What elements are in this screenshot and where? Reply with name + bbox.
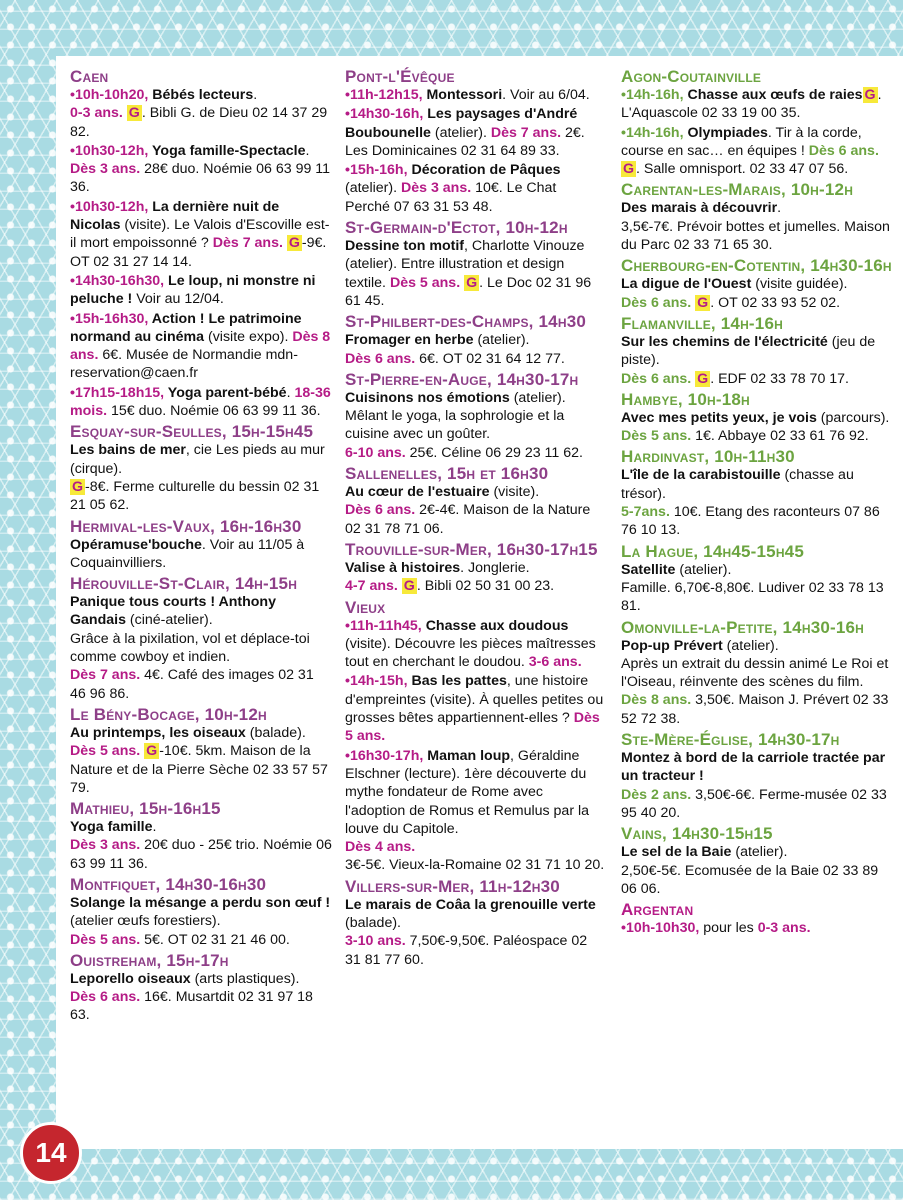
event-entry [345,105,605,160]
event-title: Maman loup [427,747,511,764]
event-text: pour les [703,920,758,937]
agenda-section [621,900,893,937]
event-entry [70,894,332,949]
event-text: (atelier). [430,124,491,141]
free-badge: G [466,274,478,291]
agenda-section [621,730,893,822]
time-or-age-label: Dès 6 ans. [345,350,420,367]
agenda-section [621,390,893,446]
time-or-age-label: Dès 5 ans. [389,274,465,291]
event-text: (ciné-atelier). [125,612,213,629]
free-badge: G [864,87,876,103]
event-text: 3€-5€. Vieux-la-Romaine 02 31 71 10 20. [345,857,605,874]
event-text: 5€. OT 02 31 21 46 00. [144,931,290,948]
event-text: . Salle omnisport. 02 33 47 07 56. [636,161,849,178]
agenda-section [621,824,893,898]
time-or-age-label: 0-3 ans. [70,105,127,122]
event-text: . Voir au 6/04. [502,87,590,103]
agenda-section [345,312,605,368]
event-entry [621,919,893,937]
event-entry [70,142,332,197]
location-heading: Vains, 14h30-15h15 [621,824,773,844]
event-text: 2€. Les Dominicaines 02 31 64 89 33. [345,124,585,159]
agenda-column-3 [621,65,893,938]
event-title: Solange la mésange a perdu son œuf ! [70,894,331,911]
event-entry [345,389,605,462]
event-entry [70,86,332,141]
event-text: 4€. Café des images 02 31 46 96 86. [70,667,314,702]
event-entry [70,970,332,1025]
agenda-content [56,56,903,1149]
agenda-section [345,598,605,875]
event-entry [345,896,605,969]
time-or-age-label: Dès 3 ans. [70,161,145,178]
event-text: (chasse au trésor). [621,467,854,502]
time-or-age-label: 0-3 ans. [757,920,811,937]
free-badge: G [623,161,635,178]
location-heading: Carentan-les-Marais, 10h-12h [621,180,854,200]
event-text: (visite expo). [204,328,293,345]
time-or-age-label: •15h-16h30, [70,310,152,327]
event-entry [621,637,893,728]
event-entry [70,536,332,573]
event-title: Action ! Le patrimoine normand au cinéma [70,310,302,345]
agenda-section [621,180,893,254]
agenda-section [621,67,893,178]
location-heading: St-Germain-d'Ectot, 10h-12h [345,218,568,238]
location-heading: Hérouville-St-Clair, 14h-15h [70,574,298,594]
event-entry [70,272,332,309]
event-text: . Bibli 02 50 31 00 23. [416,578,555,595]
event-entry [345,672,605,745]
event-title: Sur les chemins de l'électricité [621,333,828,350]
agenda-section [345,464,605,538]
event-text: (atelier). [675,561,732,578]
time-or-age-label: •17h15-18h15, [70,384,168,401]
event-text: Grâce à la pixilation, vol et déplace-toi comme cowboy et indien. [70,630,310,666]
agenda-section [70,951,332,1025]
event-text: 16€. Musartdit 02 31 97 18 63. [70,989,313,1024]
event-text: . EDF 02 33 78 70 17. [710,370,850,387]
event-text: . L'Aquascole 02 33 19 00 35. [621,87,882,122]
event-title: Fromager en herbe [345,332,474,349]
event-title: Opéramuse'bouche [70,536,202,553]
event-entry [621,843,893,898]
agenda-column-2 [345,65,605,970]
event-title: Avec mes petits yeux, je vois [621,409,817,426]
time-or-age-label: •14h-16h, [621,124,688,141]
agenda-section [70,574,332,703]
time-or-age-label: •10h30-12h, [70,198,153,215]
event-title: L'île de la carabistouille [621,467,781,484]
location-heading: Caen [70,67,109,86]
agenda-section [70,67,332,420]
event-text: Après un extrait du dessin animé Le Roi et l'Oiseau, réinvente des scènes du film. [621,655,889,691]
time-or-age-label: Dès 3 ans. [400,180,476,197]
event-text: (atelier). [345,180,401,197]
event-entry [70,818,332,873]
time-or-age-label: 3-6 ans. [528,654,582,671]
time-or-age-label: Dès 8 ans. [621,692,696,709]
event-text: (visite). [489,484,540,501]
time-or-age-label: Dès 8 ans. [70,328,331,364]
event-title: Des marais à découvrir [621,200,778,217]
event-text: 3,50€. Maison J. Prévert 02 33 52 72 38. [621,692,889,727]
event-text: (atelier œufs forestiers). [70,913,221,930]
event-text: . [152,819,157,836]
free-badge: G [697,370,709,387]
event-entry [345,747,605,875]
agenda-section [345,218,605,310]
event-entry [621,409,893,446]
event-text: . Voir au 11/05 à Coquainvilliers. [70,536,305,571]
agenda-section [70,705,332,797]
event-text: , une histoire d'empreintes (visite). À quelles petites ou grosses bêtes appartiennent-elles ? [345,673,604,727]
page-number-badge: 14 [20,1122,82,1184]
event-entry [345,331,605,368]
location-heading: Sallenelles, 15h et 16h30 [345,464,549,484]
time-or-age-label: Dès 6 ans. [621,294,696,311]
agenda-section [70,875,332,949]
location-heading: La Hague, 14h45-15h45 [621,541,804,561]
event-text: (atelier). [473,332,530,349]
location-heading: Trouville-sur-Mer, 16h30-17h15 [345,539,598,559]
event-text: 1€. Abbaye 02 33 61 76 92. [695,428,869,445]
event-text: (parcours). [816,409,890,426]
event-title: Valise à histoires [345,559,461,576]
time-or-age-label: •11h-12h15, [345,87,427,103]
location-heading: Esquay-sur-Seulles, 15h-15h45 [70,422,314,442]
event-text: . Jonglerie. [460,559,530,576]
event-text: -9€. OT 02 31 27 14 14. [70,235,327,270]
event-title: La digue de l'Ouest [621,276,752,293]
event-text: (visite guidée). [751,276,848,293]
time-or-age-label: •14h30-16h, [345,106,428,123]
time-or-age-label: 4-7 ans. [345,578,402,595]
time-or-age-label: •14h-15h, [345,673,412,690]
time-or-age-label: Dès 6 ans. [70,989,145,1006]
event-title: Yoga famille [70,819,153,836]
free-badge: G [72,478,84,495]
location-heading: Pont-l'Évêque [345,67,455,86]
free-badge: G [697,294,709,311]
location-heading: Montfiquet, 14h30-16h30 [70,874,267,894]
event-title: La dernière nuit de Nicolas [70,198,280,234]
event-title: Décoration de Pâques [411,162,561,179]
event-text: 6€. Musée de Normandie mdn-reservation@caen.fr [70,347,298,382]
event-title: Pop-up Prévert [621,637,723,654]
time-or-age-label: 5-7ans. [621,504,674,521]
event-title: Le loup, ni monstre ni peluche ! [70,272,316,308]
location-heading: Cherbourg-en-Cotentin, 14h30-16h [621,256,892,276]
event-text: (arts plastiques). [190,970,300,987]
agenda-section [621,447,893,539]
event-entry [345,237,605,310]
event-title: Yoga famille-Spectacle [152,142,306,159]
time-or-age-label: 3-10 ans. [345,933,410,950]
event-title: Montez à bord de la carriole tractée par un tracteur ! [621,750,886,785]
event-entry [70,593,332,703]
time-or-age-label: •10h30-12h, [70,142,152,159]
event-text: . [777,200,782,217]
agenda-section [621,314,893,388]
event-text: 2,50€-5€. Ecomusée de la Baie 02 33 89 06 06. [621,862,879,897]
time-or-age-label: Dès 6 ans. [345,502,420,519]
event-entry [70,384,332,421]
location-heading: Omonville-la-Petite, 14h30-16h [621,617,865,637]
location-heading: Flamanville, 14h-16h [621,313,783,333]
agenda-section [345,540,605,596]
event-text: . [305,142,310,159]
event-title: Le marais de Coâa la grenouille verte [345,896,596,913]
event-text: (balade). [345,914,401,931]
agenda-section [70,517,332,573]
time-or-age-label: Dès 5 ans. [621,428,696,445]
time-or-age-label: Dès 7 ans. [490,124,565,141]
event-title: Cuisinons nos émotions [345,389,510,406]
time-or-age-label: Dès 6 ans. [808,142,879,159]
free-badge: G [128,105,140,122]
event-entry [345,86,605,104]
location-heading: Le Bény-Bocage, 10h-12h [70,704,267,724]
event-text: 3,5€-7€. Prévoir bottes et jumelles. Maison du Parc 02 33 71 65 30. [621,218,890,254]
location-heading: Agon-Coutainville [621,67,762,86]
event-title: Panique tous courts ! Anthony Gandais [70,594,276,629]
time-or-age-label: Dès 5 ans. [70,743,145,760]
time-or-age-label: Dès 4 ans. [345,839,416,856]
event-entry [621,199,893,254]
event-title: Dessine ton motif [345,238,465,255]
agenda-column-1 [70,65,332,1026]
time-or-age-label: Dès 2 ans. [621,786,696,803]
agenda-section [345,370,605,462]
event-text: Voir au 12/04. [132,291,224,308]
event-text: (atelier). Mêlant le yoga, la sophrologie et la cuisine avec un goûter. [345,389,566,443]
event-entry [621,561,893,616]
location-heading: Mathieu, 15h-16h15 [70,799,221,819]
event-text: 15€ duo. Noémie 06 63 99 11 36. [111,403,321,420]
event-title: Bas les pattes [411,673,507,690]
time-or-age-label: •10h-10h20, [70,87,153,103]
agenda-section [621,542,893,616]
event-entry [621,275,893,312]
time-or-age-label: Dès 5 ans. [345,710,600,745]
event-text: , cie Les pieds au mur (cirque). [70,442,325,477]
time-or-age-label: •10h-10h30, [621,920,704,937]
event-title: Les bains de mer [70,442,186,459]
event-title: Chasse aux œufs de raies [687,87,863,103]
event-text: (balade). [245,724,306,741]
agenda-section [345,877,605,969]
agenda-section [70,422,332,514]
event-title: Les paysages d'André Boubounelle [345,106,578,141]
time-or-age-label: 6-10 ans. [345,444,410,461]
event-text: -8€. Ferme culturelle du bessin 02 31 21 05 62. [70,478,320,514]
free-badge: G [403,578,415,595]
event-entry [345,161,605,216]
free-badge: G [288,235,300,252]
event-text: 2€-4€. Maison de la Nature 02 31 78 71 06. [345,502,591,537]
event-title: Satellite [621,561,676,578]
event-text: . OT 02 33 93 52 02. [710,294,841,311]
agenda-section [70,799,332,873]
time-or-age-label: Dès 7 ans. [70,667,145,684]
event-title: Chasse aux doudous [425,617,569,634]
event-title: Le sel de la Baie [621,844,732,861]
event-text: 7,50€-9,50€. Paléospace 02 31 81 77 60. [345,933,588,968]
location-heading: Hardinvast, 10h-11h30 [621,447,795,467]
event-text: . Le Doc 02 31 96 61 45. [345,274,592,309]
event-text: . Tir à la corde, course en sac… en équipes ! [621,124,862,159]
time-or-age-label: Dès 3 ans. [70,837,145,854]
event-text: . [286,384,295,401]
event-entry [345,617,605,672]
event-entry [621,333,893,388]
location-heading: Hermival-les-Vaux, 16h-16h30 [70,516,302,536]
location-heading: Ouistreham, 15h-17h [70,950,229,970]
event-entry [621,86,893,123]
event-text: (visite). Le Valois d'Escoville est-il mort empoissonné ? [70,217,330,252]
time-or-age-label: Dès 6 ans. [621,370,696,387]
event-text: -10€. 5km. Maison de la Nature et de la Pierre Sèche 02 33 57 57 79. [70,743,328,796]
time-or-age-label: •16h30-17h, [345,747,428,764]
event-text: , Charlotte Vinouze (atelier). Entre illustration et design textile. [345,238,585,291]
time-or-age-label: •11h-11h45, [345,617,426,634]
event-entry [70,441,332,514]
location-heading: St-Philbert-des-Champs, 14h30 [345,312,587,332]
event-entry [621,466,893,539]
time-or-age-label: Dès 7 ans. [212,235,287,252]
event-text: 10€. Etang des raconteurs 07 86 76 10 13. [621,504,880,539]
event-entry [345,483,605,538]
event-entry [345,559,605,596]
location-heading: St-Pierre-en-Auge, 14h30-17h [345,369,579,389]
event-title: Au printemps, les oiseaux [70,724,246,741]
event-text: 20€ duo - 25€ trio. Noémie 06 63 99 11 36. [70,837,332,872]
agenda-section [621,256,893,312]
event-text: , Géraldine Elschner (lecture). 1ère découverte du mythe fondateur de Rome avec l'adoption de Romus et Remulus par la louve du Capitole. [345,747,590,837]
event-text: 3,50€-6€. Ferme-musée 02 33 95 40 20. [621,786,887,821]
event-entry [621,124,893,179]
time-or-age-label: •14h-16h, [621,87,688,103]
event-text: (visite). Découvre les pièces maîtresses tout en cherchant le doudou. [345,635,596,671]
time-or-age-label: 18-36 mois. [70,384,331,420]
event-text: 10€. Le Chat Perché 07 63 31 53 48. [345,180,557,215]
event-text: Famille. 6,70€-8,80€. Ludiver 02 33 78 13 81. [621,579,884,615]
event-title: Leporello oiseaux [70,970,191,987]
event-text: . [253,87,258,103]
event-title: Olympiades [687,124,768,141]
event-text: 6€. OT 02 31 64 12 77. [419,350,565,367]
event-text: 25€. Céline 06 29 23 11 62. [409,444,583,461]
location-heading: Hambye, 10h-18h [621,389,750,409]
event-entry [621,749,893,822]
free-badge: G [146,743,158,760]
time-or-age-label: •15h-16h, [345,162,412,179]
event-entry [70,310,332,383]
event-text: (atelier). [722,637,779,654]
time-or-age-label: •14h30-16h30, [70,272,169,289]
event-text: 28€ duo. Noémie 06 63 99 11 36. [70,161,331,196]
event-entry [70,724,332,797]
event-title: Au cœur de l'estuaire [345,484,490,501]
event-title: Yoga parent-bébé [167,384,287,401]
event-text: . Bibli G. de Dieu 02 14 37 29 82. [70,105,328,140]
location-heading: Villers-sur-Mer, 11h-12h30 [345,876,560,896]
location-heading: Argentan [621,900,694,920]
time-or-age-label: Dès 5 ans. [70,931,145,948]
event-title: Montessori [426,87,503,103]
location-heading: Vieux [345,597,386,617]
event-text: (jeu de piste). [621,333,876,369]
event-entry [70,198,332,271]
event-title: Bébés lecteurs [152,87,254,103]
location-heading: Ste-Mère-Église, 14h30-17h [621,730,840,750]
event-text: (atelier). [731,844,788,861]
agenda-section [345,67,605,216]
agenda-section [621,618,893,728]
